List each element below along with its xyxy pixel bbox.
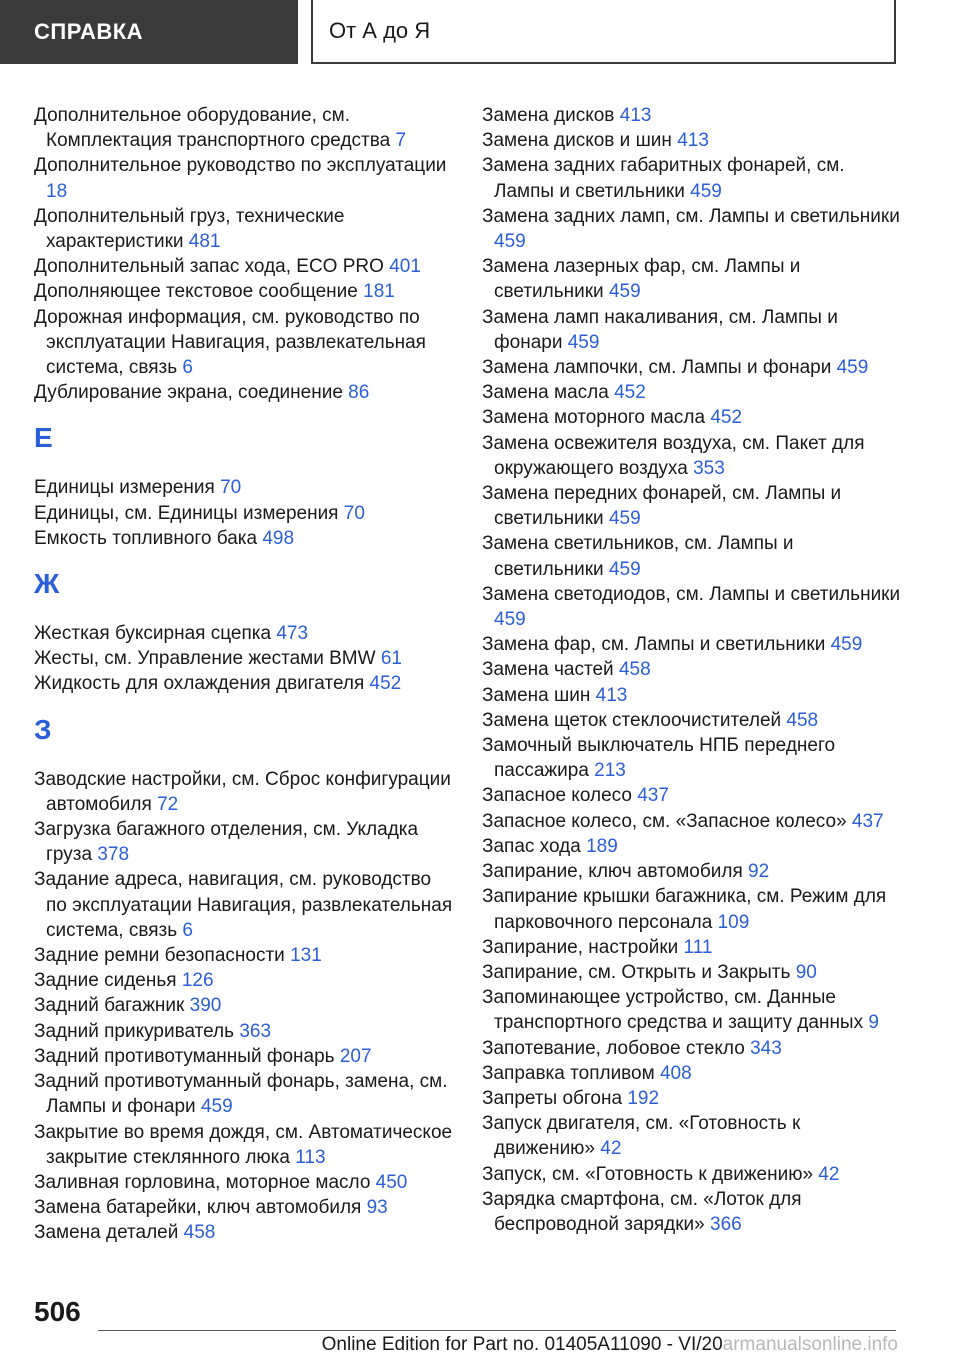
index-entry-text: Запас хода — [482, 835, 581, 857]
index-entry — [482, 683, 902, 708]
index-entry — [34, 1170, 454, 1195]
index-page-link[interactable]: 181 — [363, 281, 395, 303]
index-entry-text: Жесткая буксирная сцепка — [34, 623, 272, 645]
index-entry-text: Запирание, настройки — [482, 936, 679, 958]
index-entry-text: Закрытие во время дождя, см. Автоматическое закрытие стеклянного люка — [34, 1121, 453, 1168]
index-page-link[interactable]: 452 — [369, 673, 402, 695]
index-entry-text: Замена дисков — [482, 105, 615, 126]
watermark-text: armanualsonline.info — [722, 1334, 898, 1355]
index-entry — [482, 531, 902, 581]
index-entry — [34, 501, 454, 526]
index-entry — [34, 867, 454, 943]
index-entry-text: Задний противотуманный фонарь — [34, 1045, 335, 1067]
index-entry — [482, 380, 902, 405]
index-entry — [482, 960, 902, 985]
index-page-link[interactable]: 7 — [395, 130, 407, 152]
index-entry — [34, 103, 454, 153]
index-page-link[interactable]: 363 — [239, 1020, 272, 1042]
index-entry-text: Дополнительное руководство по эксплуатации — [34, 155, 447, 177]
index-entry — [34, 1120, 454, 1170]
index-entry — [482, 1086, 902, 1111]
index-page-link[interactable]: 18 — [46, 180, 68, 202]
index-entry-text: Жидкость для охлаждения двигателя — [34, 673, 365, 695]
index-page-link[interactable]: 437 — [851, 810, 884, 832]
index-entry — [34, 254, 454, 279]
index-page-link[interactable]: 90 — [795, 961, 817, 983]
index-entry — [482, 834, 902, 859]
index-entry — [482, 809, 902, 834]
index-entry-text: Запирание крышки багажника, см. Режим для парковочного персонала — [482, 886, 887, 933]
index-entry — [482, 1036, 902, 1061]
index-page-link[interactable]: 437 — [637, 785, 669, 807]
index-entry-text: Замена дисков и шин — [482, 130, 672, 152]
index-entry-text: Задний прикуриватель — [34, 1020, 235, 1042]
index-page-link[interactable]: 459 — [567, 331, 600, 353]
index-block-zh — [34, 621, 454, 697]
index-page-link[interactable]: 366 — [710, 1213, 742, 1235]
index-entry-text: Запирание, ключ автомобиля — [482, 861, 743, 883]
index-entry-text: Замена щеток стеклоочистителей — [482, 709, 782, 731]
index-column-left — [34, 103, 454, 1246]
index-page-link[interactable]: 42 — [600, 1138, 622, 1160]
index-entry — [482, 355, 902, 380]
section-tab[interactable] — [0, 0, 298, 64]
index-entry-text: Единицы измерения — [34, 477, 215, 499]
index-entry-text: Заводские настройки, см. Сброс конфигурации автомобиля — [34, 768, 451, 815]
index-page-link[interactable]: 459 — [690, 180, 722, 202]
index-entry-text: Дублирование экрана, соединение — [34, 382, 343, 404]
index-page-link[interactable]: 401 — [389, 256, 421, 278]
index-entry — [482, 204, 902, 254]
index-entry — [34, 1220, 454, 1245]
index-entry-text: Замена ламп накаливания, см. Лампы и фонари — [482, 306, 838, 353]
index-entry — [482, 985, 902, 1035]
index-entry — [34, 153, 454, 203]
index-column-right — [482, 103, 902, 1237]
index-page-link[interactable]: 126 — [181, 970, 214, 992]
index-entry — [482, 254, 902, 304]
index-entry — [34, 767, 454, 817]
index-page-link[interactable]: 93 — [366, 1197, 388, 1219]
index-entry-text: Замена лазерных фар, см. Лампы и светильники — [482, 256, 801, 303]
index-page-link[interactable]: 343 — [750, 1037, 782, 1059]
index-entry — [34, 1019, 454, 1044]
index-entry-text: Задние ремни безопасности — [34, 945, 285, 967]
index-page-link[interactable]: 192 — [627, 1087, 660, 1109]
index-entry-text: Замена передних фонарей, см. Лампы и светильники — [482, 483, 842, 530]
index-entry-text: Дополнительный запас хода, ECO PRO — [34, 256, 384, 278]
page-header — [0, 0, 960, 66]
index-page-link[interactable]: 459 — [836, 357, 869, 379]
index-entry — [482, 153, 902, 203]
index-entry — [482, 632, 902, 657]
index-entry-text: Замена лампочки, см. Лампы и фонари — [482, 357, 832, 379]
index-page-link[interactable]: 481 — [188, 231, 221, 253]
index-entry-text: Замена шин — [482, 684, 591, 706]
index-entry-text: Дополнительный груз, технические характеристики — [34, 205, 345, 253]
index-entry — [482, 783, 902, 808]
index-entry-text: Единицы, см. Единицы измерения — [34, 502, 339, 524]
index-page-link[interactable]: 452 — [710, 407, 743, 429]
index-page-link[interactable]: 459 — [494, 231, 526, 253]
index-page-link[interactable]: 459 — [608, 508, 641, 530]
index-page-link[interactable]: 498 — [262, 527, 295, 549]
index-page-link[interactable]: 408 — [659, 1062, 692, 1084]
index-page-link[interactable]: 459 — [830, 634, 863, 656]
index-entry — [482, 657, 902, 682]
index-entry — [482, 1061, 902, 1086]
index-entry — [34, 993, 454, 1018]
index-entry-text: Задание адреса, навигация, см. руководство по эксплуатации Навигация, развлекательная система, связь — [34, 869, 453, 941]
index-page-link[interactable]: 70 — [343, 502, 365, 524]
index-page-link[interactable]: 390 — [189, 995, 222, 1017]
index-entry — [34, 943, 454, 968]
index-entry — [34, 1044, 454, 1069]
index-entry — [34, 671, 454, 696]
index-page-link[interactable]: 458 — [183, 1222, 216, 1244]
index-letter-zh: Ж — [34, 568, 60, 600]
index-page-link[interactable]: 113 — [295, 1146, 326, 1168]
index-entry-text: Замена освежителя воздуха, см. Пакет для окружающего воздуха — [482, 432, 865, 479]
index-entry — [482, 1187, 902, 1237]
index-entry — [482, 103, 902, 128]
index-entry — [34, 968, 454, 993]
footer-divider — [98, 1330, 896, 1331]
index-page-link[interactable]: 473 — [276, 623, 309, 645]
index-entry-text: Заправка топливом — [482, 1062, 655, 1084]
index-entry — [482, 128, 902, 153]
index-entry — [34, 621, 454, 646]
index-page-link[interactable]: 189 — [586, 835, 618, 857]
index-entry — [482, 859, 902, 884]
index-entry-text: Замена частей — [482, 659, 614, 681]
index-page-link[interactable]: 70 — [220, 477, 242, 499]
index-entry — [482, 733, 902, 783]
index-page-link[interactable]: 61 — [380, 648, 402, 670]
index-entry-text: Жесты, см. Управление жестами BMW — [34, 648, 376, 670]
index-entry — [34, 475, 454, 500]
index-entry-text: Заливная горловина, моторное масло — [34, 1171, 371, 1193]
index-page-link[interactable]: 459 — [494, 609, 526, 631]
index-entry-text: Дополняющее текстовое сообщение — [34, 281, 358, 303]
index-entry-text: Запасное колесо — [482, 785, 632, 807]
index-page-link[interactable]: 413 — [677, 130, 709, 152]
index-page-link[interactable]: 131 — [290, 945, 322, 967]
index-page-link[interactable]: 6 — [182, 357, 193, 379]
index-page-link[interactable]: 213 — [594, 760, 626, 782]
index-entry-text: Замочный выключатель НПБ переднего пассажира — [482, 735, 836, 782]
index-entry-text: Запреты обгона — [482, 1087, 623, 1109]
index-entry — [34, 204, 454, 254]
index-entry — [34, 817, 454, 867]
index-page-link[interactable]: 459 — [608, 281, 641, 303]
index-page-link[interactable]: 72 — [157, 793, 179, 815]
index-entry-text: Зарядка смартфона, см. «Лоток для беспроводной зарядки» — [482, 1188, 802, 1235]
index-page-link[interactable]: 459 — [200, 1096, 233, 1118]
index-entry-text: Запирание, см. Открыть и Закрыть — [482, 961, 791, 983]
index-entry — [34, 279, 454, 304]
index-entry — [482, 1111, 902, 1161]
index-entry-text: Загрузка багажного отделения, см. Укладка груза — [34, 819, 419, 866]
index-entry — [34, 380, 454, 405]
index-entry — [34, 526, 454, 551]
index-page-link[interactable]: 207 — [339, 1045, 372, 1067]
index-page-link[interactable]: 353 — [693, 457, 725, 479]
index-entry — [482, 884, 902, 934]
index-entry-text: Запуск, см. «Готовность к движению» — [482, 1163, 814, 1185]
index-letter-z: З — [34, 713, 52, 745]
index-page-link[interactable]: 458 — [786, 709, 819, 731]
index-entry — [34, 1195, 454, 1220]
index-entry-text: Задний противотуманный фонарь, замена, см. Лампы и фонари — [34, 1071, 448, 1118]
index-page-link[interactable]: 86 — [348, 382, 370, 404]
index-entry-text: Замена задних габаритных фонарей, см. Лампы и светильники — [482, 155, 845, 202]
index-letter-e: Е — [34, 422, 53, 454]
index-entry-text: Замена фар, см. Лампы и светильники — [482, 634, 826, 656]
index-entry — [482, 481, 902, 531]
index-block-d — [34, 103, 454, 405]
index-entry-text: Емкость топливного бака — [34, 527, 258, 549]
section-tab-label: СПРАВКА — [34, 19, 144, 44]
index-page-link[interactable]: 378 — [97, 844, 130, 866]
index-entry — [482, 935, 902, 960]
index-entry-text: Запасное колесо, см. «Запасное колесо» — [482, 810, 847, 832]
index-entry-text: Замена деталей — [34, 1222, 179, 1244]
index-entry — [34, 646, 454, 671]
index-page-link[interactable]: 413 — [595, 684, 628, 706]
index-entry-text: Замена батарейки, ключ автомобиля — [34, 1197, 362, 1219]
index-page-link[interactable]: 413 — [619, 105, 652, 126]
index-page-link[interactable]: 6 — [182, 919, 193, 941]
index-entry-text: Замена масла — [482, 382, 609, 404]
index-entry — [482, 431, 902, 481]
index-page-link[interactable]: 459 — [608, 558, 641, 580]
index-entry-text: Дорожная информация, см. руководство по эксплуатации Навигация, развлекательная система, связь — [34, 306, 426, 379]
index-entry-text: Запуск двигателя, см. «Готовность к движению» — [482, 1113, 801, 1160]
index-page-link[interactable]: 450 — [375, 1171, 408, 1193]
index-entry-text: Запотевание, лобовое стекло — [482, 1037, 745, 1059]
index-page-link[interactable]: 458 — [618, 659, 651, 681]
index-page-link[interactable]: 109 — [717, 911, 750, 933]
index-entry-text: Задние сиденья — [34, 970, 177, 992]
index-entry — [34, 305, 454, 381]
index-block-e — [34, 475, 454, 551]
index-block-z — [34, 767, 454, 1246]
index-entry — [482, 1162, 902, 1187]
index-page-link[interactable]: 111 — [683, 936, 713, 958]
index-entry — [482, 708, 902, 733]
index-entry-text: Задний багажник — [34, 995, 185, 1017]
index-entry-text: Запоминающее устройство, см. Данные транспортного средства и защиту данных — [482, 987, 864, 1034]
index-page-link[interactable]: 92 — [748, 861, 770, 883]
index-page-link[interactable]: 42 — [818, 1163, 840, 1185]
index-entry — [482, 582, 902, 632]
index-entry-text: Дополнительное оборудование, см. Комплектация транспортного средства — [34, 105, 391, 152]
index-entry-text: Замена светильников, см. Лампы и светильники — [482, 533, 794, 580]
index-page-link[interactable]: 9 — [868, 1012, 879, 1034]
index-entry-text: Замена светодиодов, см. Лампы и светильники — [482, 583, 901, 605]
index-entry — [34, 1069, 454, 1119]
index-entry-text: Замена задних ламп, см. Лампы и светильники — [482, 205, 900, 227]
index-entry-text: Замена моторного масла — [482, 407, 706, 429]
index-entry — [482, 305, 902, 355]
edition-text: Online Edition for Part no. 01405A11090 - VI/20 — [321, 1334, 723, 1355]
page-number: 506 — [34, 1296, 81, 1327]
index-entry — [482, 405, 902, 430]
current-chapter-tab[interactable] — [311, 0, 896, 64]
current-chapter-label: От А до Я — [329, 18, 431, 43]
index-page-link[interactable]: 452 — [614, 382, 646, 404]
index-block-z-continued — [482, 103, 902, 1237]
footer-edition — [0, 1334, 898, 1356]
